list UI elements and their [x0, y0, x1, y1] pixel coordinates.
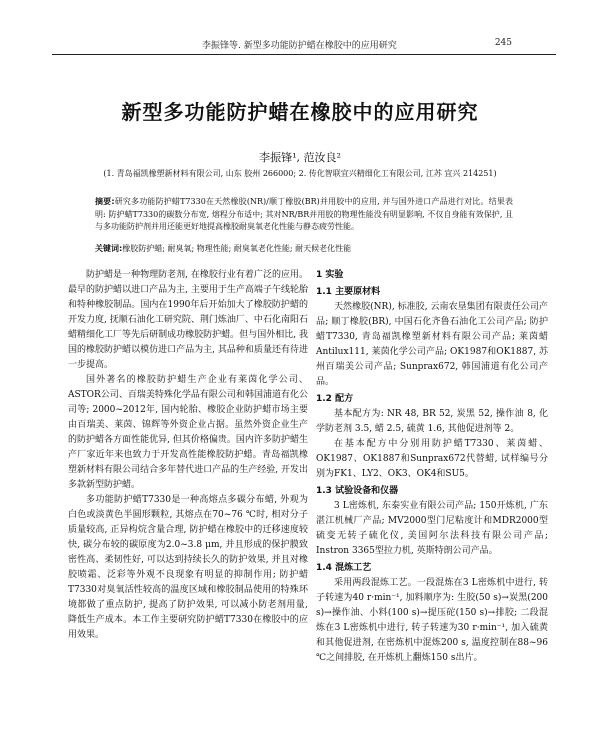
abstract-label: 摘要: — [95, 197, 115, 206]
header-rule — [52, 54, 556, 55]
keywords-label: 关键词: — [95, 244, 123, 253]
abstract-text: 研究多功能防护蜡T7330在天然橡胶(NR)/顺丁橡胶(BR)并用胶中的应用, 并与国外进口产品进行对比。结果表明: 防护蜡T7330的碳数分布宽, 熔程分布适中; 其对NR/BR并用胶的物理性能没有明显影响, 不仅自身能有效保护, 且与多功能防护剂并用还能更好地提高橡胶耐臭氧老化性能与静态疲劳性能。 — [95, 197, 513, 231]
subsection-paragraph: 3 L密炼机, 东泰实业有限公司产品; 150开炼机, 广东湛江机械厂产品; MV2000型门尼粘度计和MDR2000型硫变无转子硫化仪, 美国阿尔法科技有限公司产品; Instron 3365型拉力机, 英斯特朗公司产品。 — [316, 501, 548, 556]
subsection-title: 1.3 试验设备和仪器 — [316, 486, 399, 496]
section-title-experiment: 1 实验 — [316, 270, 344, 280]
right-column — [316, 268, 548, 666]
intro-paragraph: 防护蜡是一种物理防老剂, 在橡胶行业有着广泛的应用。最早的防护蜡以进口产品为主, 主要用于生产高端子午线轮胎和特种橡胶制品。国内在1990年后开始加大了橡胶防护蜡的开发力度, 抚顺石油化工研究院、荆门炼油厂、中石化南阳石蜡精细化工厂等先后研制成功橡胶防护蜡。但与国外相比, 我国的橡胶防护蜡以模仿进口产品为主, 其品种和质量还有待进一步提高。 — [68, 270, 308, 370]
left-column — [68, 268, 308, 643]
subsection-title: 1.1 主要原材料 — [316, 287, 381, 297]
subsection-paragraph: 采用两段混炼工艺。一段混炼在3 L密炼机中进行, 转子转速为40 r·min⁻¹, 加料顺序为: 生胶(50 s)→炭黑(200 s)→操作油、小料(100 s)→提压砣(150 s)→排胶; 二段混炼在3 L密炼机中进行, 转子转速为30 r·min⁻¹, 加入硫黄和其他促进剂, 在密炼机中混炼200 s, 温度控制在88~96 ℃之间排胶, 在开炼机上翻炼150 s出片。 — [316, 578, 548, 663]
page-number: 245 — [494, 38, 512, 48]
intro-paragraph: 多功能防护蜡T7330是一种高熔点多碳分布蜡, 外观为白色或淡黄色半圆形颗粒, 其熔点在70~76 ℃时, 相对分子质量较高, 正异构烷含量合理, 防护蜡在橡胶中的迁移速度较快, 碳分布较的碳原度为2.0~3.8 μm, 并且形成的保护膜致密性高、柔韧性好, 可以达到持续长久的防护效果, 并且对橡胶喷霜、泛彩等外观不良现象有明显的抑制作用; 防护蜡T7330对臭氧活性较高的温度区域和橡胶制品使用的特殊环境都做了重点防护, 提高了防护效果, 可以减小防老剂用量, 降低生产成本。本工作主要研究防护蜡T7330在橡胶中的应用效果。 — [68, 495, 308, 640]
keywords — [95, 243, 513, 254]
authors: 李振锋¹, 范汝良² — [259, 151, 341, 164]
subsection-paragraph: 天然橡胶(NR), 标准胶, 云南农垦集团有限责任公司产品; 顺丁橡胶(BR), 中国石化齐鲁石油化工公司产品; 防护蜡T7330, 青岛福凯橡塑新材料有限公司产品; 莱茵蜡Antilux111, 莱茵化学公司产品; OK1987和OK1887, 苏州百瑞美公司产品; Sunprax672, 韩国浦道有化公司产品。 — [316, 302, 548, 387]
paper-title: 新型多功能防护蜡在橡胶中的应用研究 — [121, 100, 479, 124]
keywords-text: 橡胶防护蜡; 耐臭氧; 物理性能; 耐臭氧老化性能; 耐天候老化性能 — [122, 244, 352, 253]
subsection-paragraph: 在基本配方中分别用防护蜡T7330、莱茵蜡、OK1987、OK1887和Sunprax672代替蜡, 试样编号分别为FK1、LY2、OK3、OK4和SU5。 — [316, 439, 548, 479]
intro-paragraph: 国外著名的橡胶防护蜡生产企业有莱茵化学公司、ASTOR公司、百瑞美特殊化学品有限公司和韩国浦道有化公司等; 2000~2012年, 国内轮胎、橡胶企业防护蜡市场主要由百瑞美、莱茵、锦辉等外资企业占据。虽然外资企业生产的防护蜡各方面性能优异, 但其价格偏贵。国内许多防护蜡生产厂家近年来也致力于开发高性能橡胶防护蜡。青岛福凯橡塑新材料有限公司结合多年替代进口产品的生产经验, 开发出多款新型防护蜡。 — [68, 375, 308, 490]
running-header-title: 李振锋等. 新型多功能防护蜡在橡胶中的应用研究 — [202, 41, 397, 51]
subsection-title: 1.4 混炼工艺 — [316, 563, 372, 573]
subsection-paragraph: 基本配方为: NR 48, BR 52, 炭黑 52, 操作油 8, 化学防老剂 3.5, 蜡 2.5, 硫黄 1.6, 其他促进剂等 2。 — [316, 409, 548, 434]
abstract — [95, 196, 513, 234]
affiliation: (1. 青岛福凯橡塑新材料有限公司, 山东 胶州 266000; 2. 传化智联宜兴精细化工有限公司, 江苏 宜兴 214251) — [103, 169, 497, 178]
subsection-title: 1.2 配方 — [316, 394, 354, 404]
